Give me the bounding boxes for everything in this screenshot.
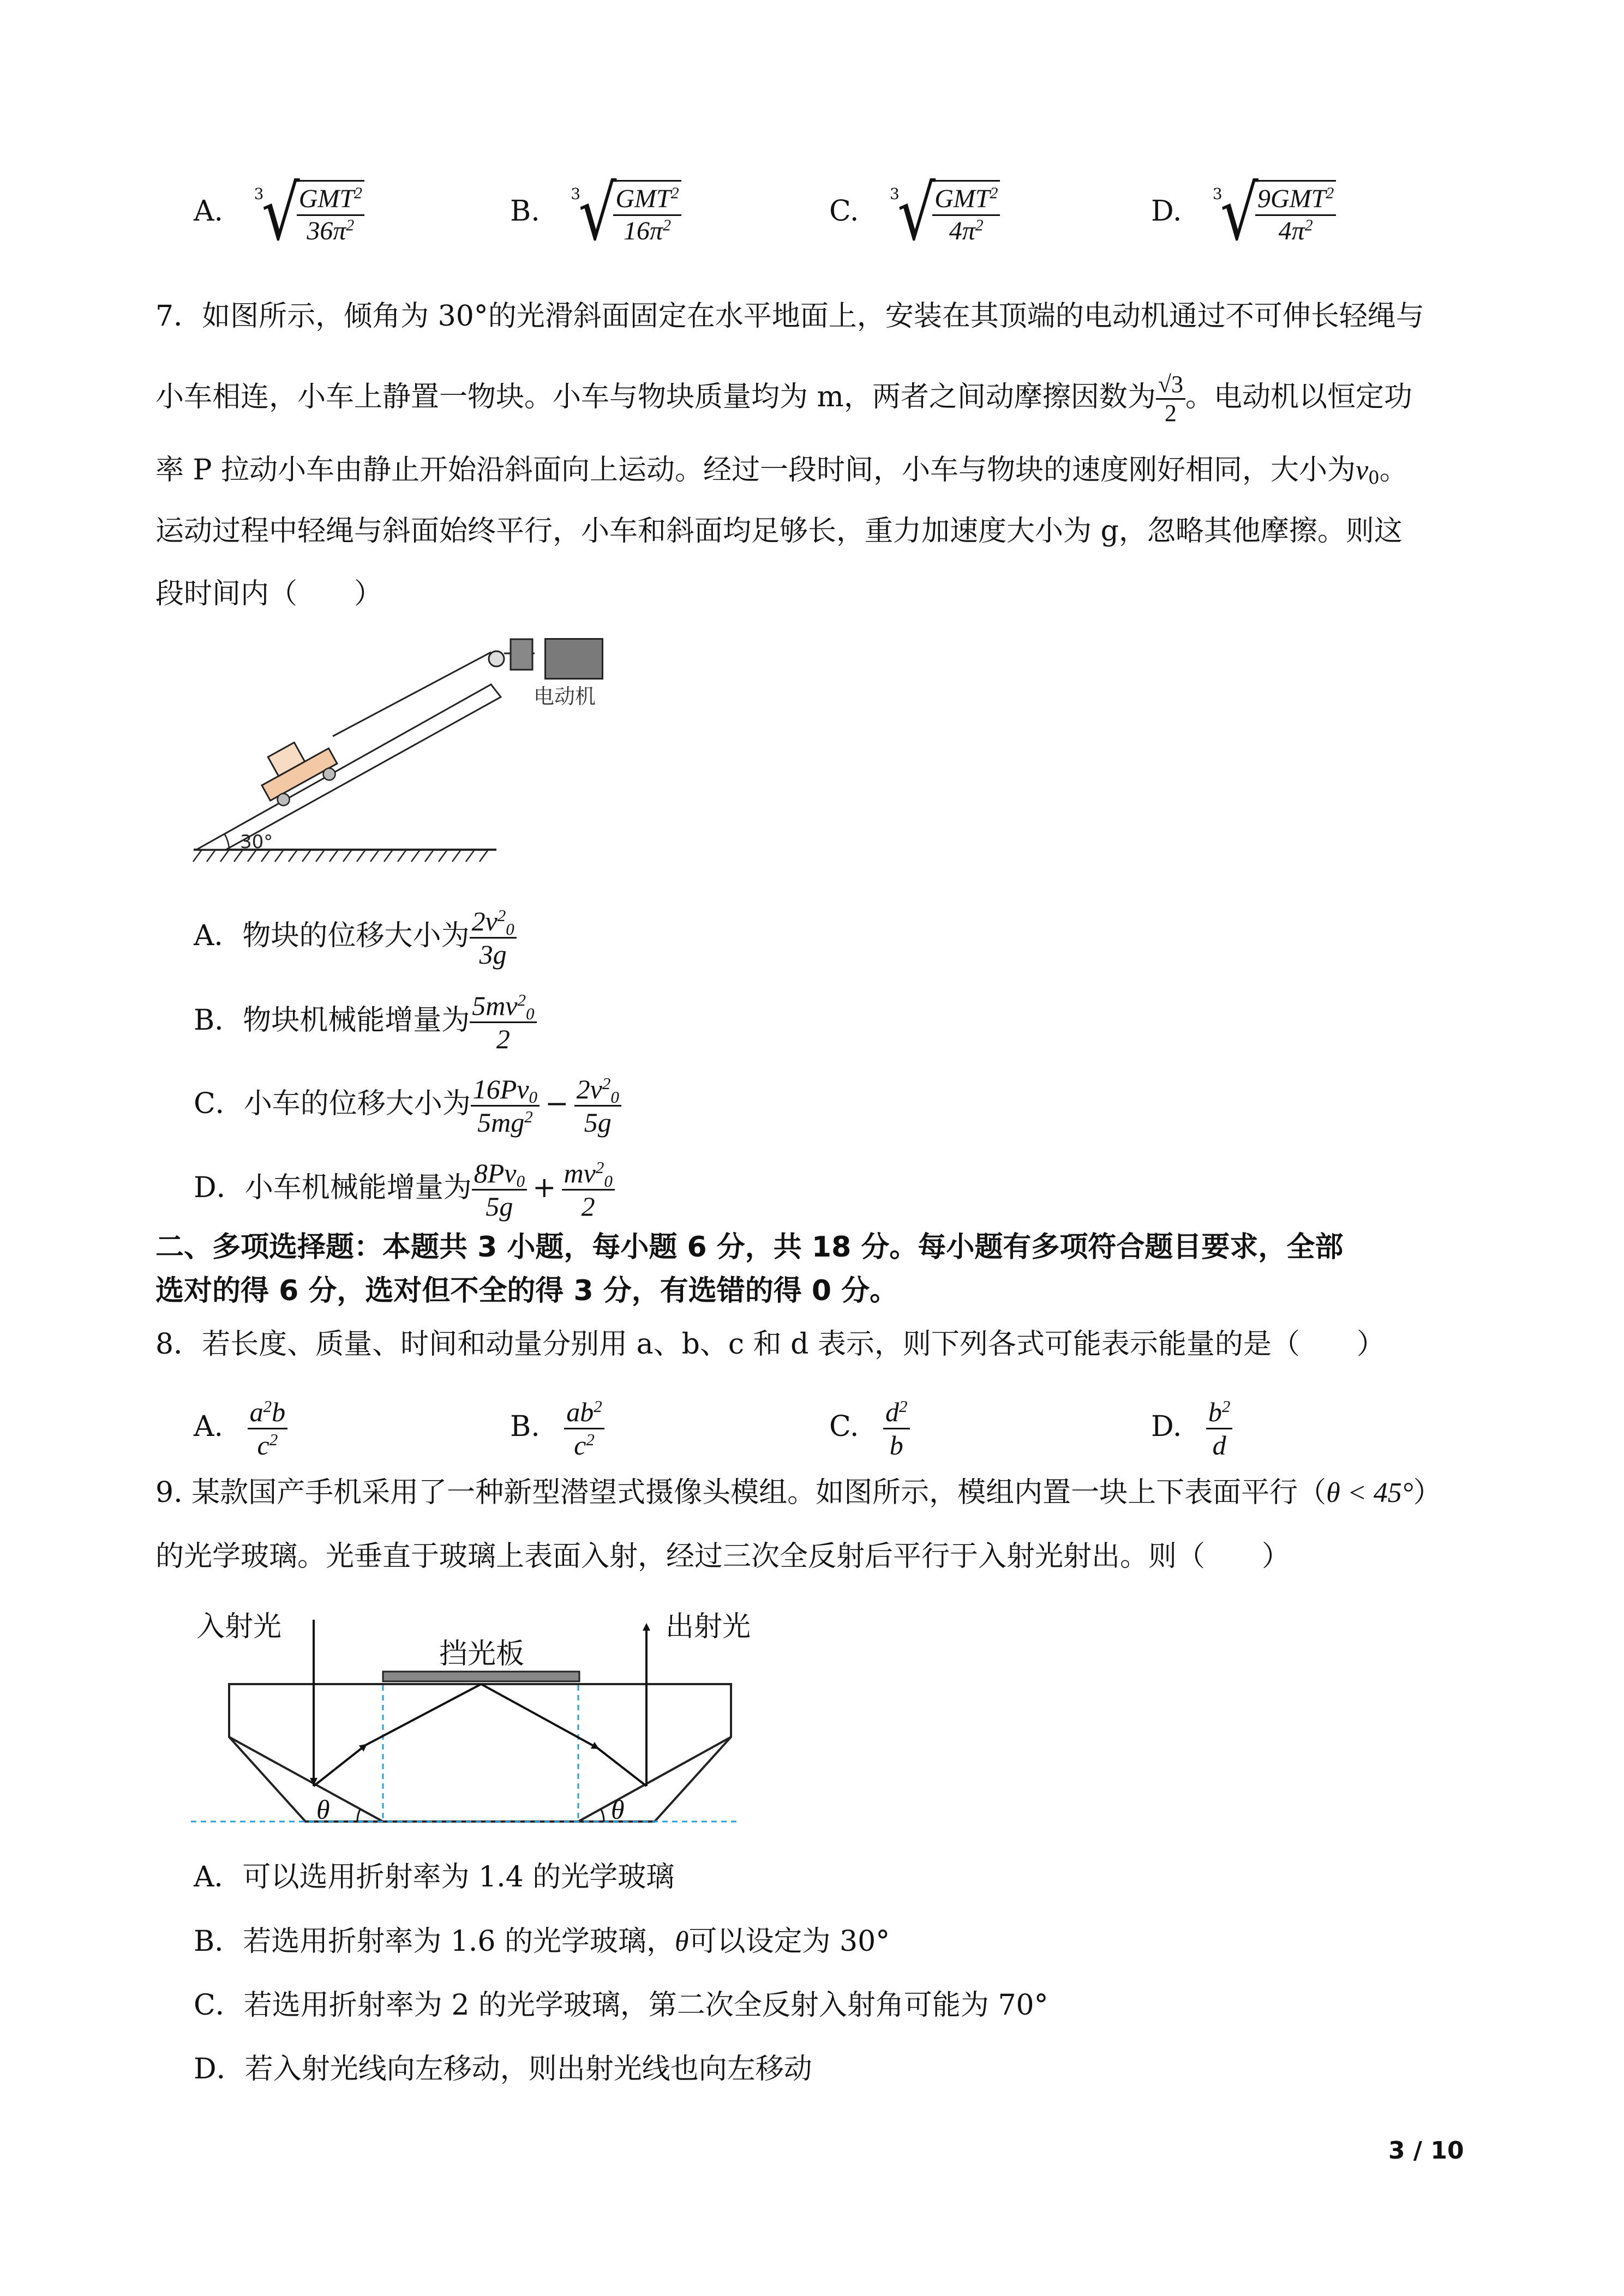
option-text: B．若选用折射率为 1.6 的光学玻璃， [194, 1925, 675, 1958]
q7-line5: 段时间内（ ） [155, 578, 383, 610]
numerator: 2v [471, 906, 498, 936]
sub: 0 [610, 1087, 619, 1107]
cube-root [254, 170, 364, 257]
angle-arc-right [601, 1810, 604, 1822]
numerator: 5mv [472, 990, 518, 1021]
option-text: B．物块机械能增量为 [194, 1004, 470, 1037]
motor [511, 639, 532, 670]
fraction [883, 1396, 910, 1461]
q9-option-a: A．可以选用折射率为 1.4 的光学玻璃 [194, 1861, 675, 1894]
denominator: 5mg [477, 1107, 525, 1138]
sup: 2 [524, 1107, 533, 1126]
sup: 2 [899, 1396, 908, 1416]
q7-incline-figure [185, 633, 535, 883]
q7-option-a [194, 905, 517, 970]
sup: 2 [586, 1429, 595, 1449]
operator: + [532, 1171, 556, 1204]
sup: 2 [497, 905, 506, 925]
sub: 0 [604, 1171, 613, 1191]
numerator: √3 [1156, 371, 1185, 400]
numerator: 2v [576, 1074, 602, 1104]
q7-option-c [194, 1073, 621, 1138]
numerator: 8Pv [474, 1158, 517, 1188]
cube-root [890, 170, 1000, 257]
denominator: 2 [581, 1191, 595, 1222]
fraction-2 [562, 1157, 615, 1222]
sub: 0 [506, 919, 514, 939]
option-text: A．物块的位移大小为 [194, 919, 470, 952]
option-label: C. [829, 195, 859, 228]
q8-option-c [829, 1396, 910, 1461]
denominator: 5g [584, 1107, 612, 1138]
section2-line2: 选对的得 6 分，选对但不全的得 3 分，有选错的得 0 分。 [155, 1275, 898, 1307]
numerator: b [1208, 1397, 1222, 1427]
theta-left-label: θ [316, 1794, 330, 1825]
denominator: 36π [307, 217, 346, 245]
q6-option-c [829, 170, 1000, 257]
cube-root [571, 170, 681, 257]
fraction [297, 184, 364, 247]
ray-segment-3 [481, 1684, 597, 1748]
numerator: GMT [934, 184, 990, 213]
fraction [1206, 1396, 1233, 1461]
radical-sign: √ [261, 170, 300, 257]
q6-option-b [510, 170, 681, 257]
denominator: b [889, 1430, 903, 1460]
sup: 2 [595, 1157, 604, 1177]
root-body [1255, 180, 1336, 247]
fraction [613, 184, 681, 247]
option-label: C. [829, 1410, 859, 1443]
cube-root [1212, 170, 1336, 257]
exponent: 2 [354, 184, 362, 202]
plate-label: 挡光板 [439, 1638, 525, 1670]
exponent: 2 [663, 216, 671, 235]
root-index: 3 [890, 185, 900, 203]
q6-option-a [194, 170, 364, 257]
exponent: 2 [975, 216, 984, 235]
option-label: D. [1151, 195, 1182, 228]
operator: − [545, 1087, 569, 1120]
sup: 2 [602, 1073, 611, 1093]
q9-option-c: C．若选用折射率为 2 的光学玻璃，第二次全反射入射角可能为 70° [194, 1989, 1048, 2022]
sub: 0 [529, 1087, 538, 1107]
q9-line1-tail: ） [1413, 1476, 1442, 1509]
fraction [564, 1396, 604, 1461]
numerator: a [249, 1397, 263, 1427]
ray-segment-4 [597, 1748, 646, 1786]
q7-line3 [155, 453, 1408, 488]
radical-sign: √ [1220, 170, 1259, 257]
exponent: 2 [346, 216, 355, 235]
denominator: c [574, 1430, 586, 1460]
q7-option-d [194, 1157, 615, 1222]
denominator: 2 [1164, 400, 1177, 426]
sub: 0 [516, 1171, 525, 1191]
numerator: GMT [615, 184, 671, 213]
radical-sign: √ [578, 170, 617, 257]
sup: 2 [269, 1429, 278, 1449]
q8-option-b [510, 1396, 604, 1461]
denominator: d [1212, 1430, 1226, 1460]
numerator: 16Pv [472, 1074, 529, 1104]
option-tail: 可以设定为 30° [688, 1925, 890, 1958]
sup: 2 [594, 1396, 602, 1416]
root-index: 3 [254, 185, 264, 203]
option-label: A. [194, 195, 224, 228]
motor-label: 电动机 [534, 684, 596, 708]
blocking-plate [383, 1672, 579, 1681]
fraction [248, 1396, 288, 1461]
exponent: 2 [1326, 184, 1334, 202]
incident-label: 入射光 [196, 1610, 282, 1643]
exponent: 2 [990, 184, 998, 202]
q6-option-d [1151, 170, 1336, 257]
rope [333, 652, 491, 736]
numerator: d [885, 1397, 899, 1427]
motor-body [544, 638, 603, 680]
fraction-1 [471, 1073, 540, 1138]
q9-line1-text: 9. 某款国产手机采用了一种新型潜望式摄像头模组。如图所示，模组内置一块上下表面平行（ [155, 1476, 1327, 1509]
fraction [470, 990, 536, 1055]
numerator: mv [564, 1158, 596, 1188]
q9-line2: 的光学玻璃。光垂直于玻璃上表面入射，经过三次全反射后平行于入射光射出。则（ ） [155, 1540, 1291, 1573]
sub: 0 [526, 1003, 535, 1023]
theta-var: θ [674, 1926, 689, 1957]
q9-option-b [194, 1924, 890, 1960]
q7-line4: 运动过程中轻绳与斜面始终平行，小车和斜面均足够长，重力加速度大小为 g，忽略其他摩擦。则这 [155, 515, 1403, 548]
numerator: ab [566, 1397, 594, 1427]
denominator: 16π [624, 217, 663, 245]
incline-slab [196, 684, 501, 850]
q9-line1 [155, 1475, 1442, 1511]
denominator: c [257, 1430, 269, 1460]
q8-option-a [194, 1396, 287, 1461]
q7-line3-tail: 。 [1379, 454, 1408, 486]
angle-arc-left [357, 1810, 360, 1822]
subscript: 0 [1368, 467, 1380, 489]
denominator: 4π [1278, 217, 1305, 245]
theta-right-label: θ [611, 1794, 625, 1825]
q8-option-d [1151, 1396, 1232, 1461]
q7-line2 [155, 371, 1412, 427]
fraction [1255, 184, 1336, 247]
option-label: B. [510, 1410, 540, 1443]
ray-segment-1 [314, 1745, 365, 1786]
sup: 2 [263, 1396, 272, 1416]
q9-periscope-figure [180, 1598, 758, 1849]
option-label: D. [1151, 1410, 1182, 1443]
root-index: 3 [1212, 185, 1223, 203]
root-body [297, 180, 364, 247]
angle-label: 30° [240, 831, 273, 853]
glass-outline [229, 1684, 731, 1822]
option-text: C．小车的位移大小为 [194, 1087, 471, 1120]
sup: 2 [1221, 1396, 1231, 1416]
root-body [932, 180, 1000, 247]
fraction [932, 184, 1000, 247]
numerator: GMT [298, 184, 355, 213]
mu-fraction [1156, 371, 1185, 427]
denominator: 3g [479, 939, 507, 970]
q7-line1: 7．如图所示，倾角为 30°的光滑斜面固定在水平地面上，安装在其顶端的电动机通过不可伸长轻绳与 [155, 300, 1424, 333]
velocity-var: v [1356, 455, 1369, 486]
sup: 2 [517, 990, 526, 1009]
denominator: 2 [496, 1024, 510, 1054]
radical-sign: √ [897, 170, 936, 257]
q7-line2-text: 小车相连，小车上静置一物块。小车与物块质量均为 m，两者之间动摩擦因数为 [155, 381, 1156, 413]
numerator-tail: b [272, 1397, 286, 1427]
exponent: 2 [1304, 216, 1313, 235]
option-text: D．小车机械能增量为 [194, 1171, 472, 1204]
fraction-2 [574, 1073, 621, 1138]
q9-option-d: D．若入射光线向左移动，则出射光线也向左移动 [194, 2053, 812, 2085]
numerator: 9GMT [1257, 184, 1326, 213]
q7-option-b [194, 990, 537, 1055]
page-number: 3 / 10 [1388, 2137, 1464, 2165]
fraction [470, 905, 517, 970]
q7-line3-text: 率 P 拉动小车由静止开始沿斜面向上运动。经过一段时间，小车与物块的速度刚好相同，大小为 [155, 454, 1356, 486]
q8-stem: 8．若长度、质量、时间和动量分别用 a、b、c 和 d 表示，则下列各式可能表示能量的是（ ） [155, 1328, 1385, 1361]
pulley [489, 651, 504, 666]
option-label: B. [510, 195, 540, 228]
q7-line2-tail: 。电动机以恒定功 [1185, 381, 1413, 413]
root-index: 3 [571, 185, 581, 203]
exponent: 2 [670, 184, 679, 202]
ground-hatching [193, 850, 488, 862]
option-label: A. [194, 1410, 224, 1443]
denominator: 5g [486, 1191, 513, 1222]
root-body [613, 180, 681, 247]
fraction-1 [472, 1157, 527, 1222]
section2-line1: 二、多项选择题：本题共 3 小题，每小题 6 分，共 18 分。每小题有多项符合题目要求，全部 [155, 1231, 1344, 1264]
theta-condition: θ < 45° [1326, 1477, 1413, 1508]
denominator: 4π [949, 217, 975, 245]
outgoing-label: 出射光 [666, 1610, 751, 1643]
